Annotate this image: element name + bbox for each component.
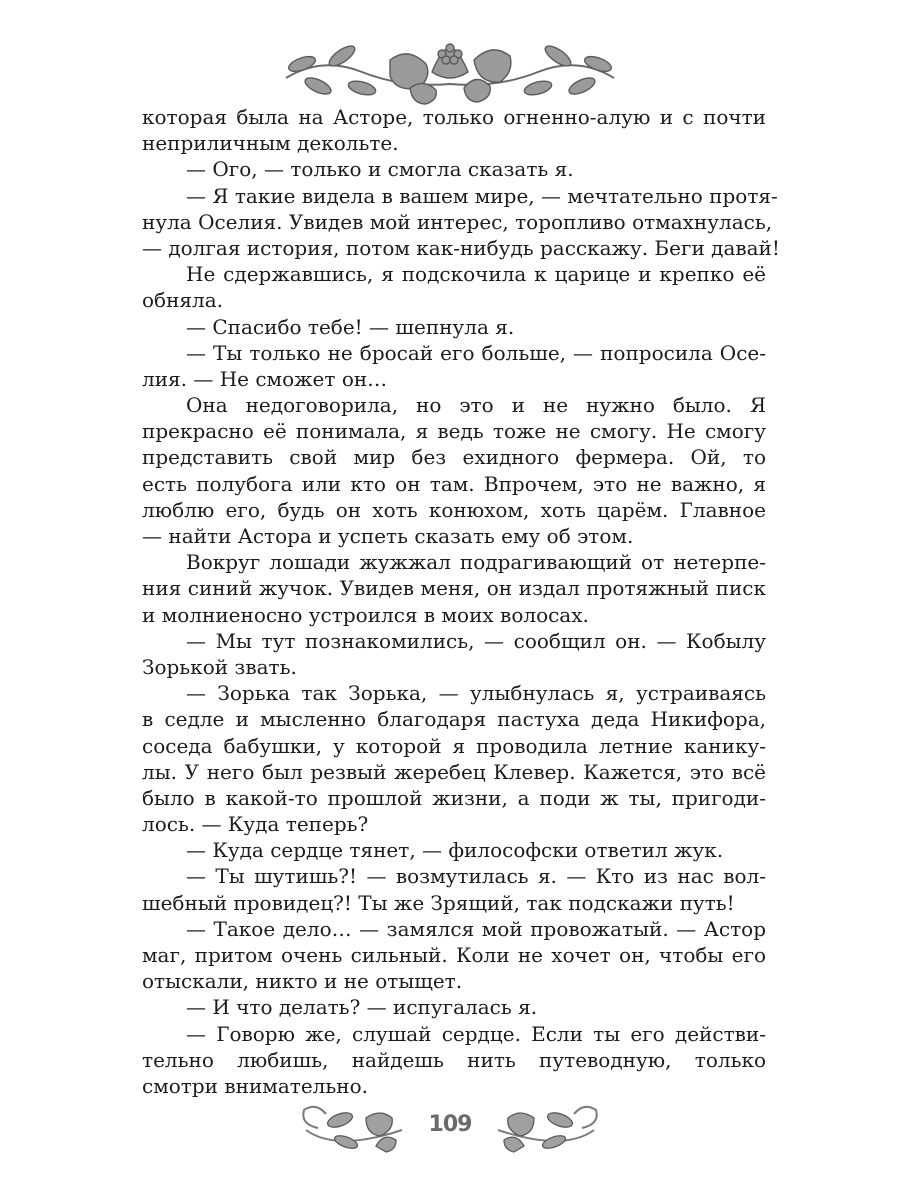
text-line: обняла. [142, 288, 224, 313]
text-line: нула Оселия. Увидев мой интерес, торопливо отмахнулась, [142, 209, 773, 234]
text-line: шебный провидец?! Ты же Зрящий, так подскажи путь! [142, 890, 735, 915]
text-line: есть полубога или кто он там. Впрочем, это не важно, я [142, 471, 766, 496]
text-line: было в какой-то прошлой жизни, а поди ж ты, пригоди- [142, 785, 766, 810]
text-line: — долгая история, потом как-нибудь расскажу. Беги давай! [142, 235, 780, 260]
text-line: которая была на Асторе, только огненно-алую и с почти [142, 105, 766, 129]
text-line: — Зорька так Зорька, — улыбнулась я, устраиваясь [186, 681, 766, 706]
text-line: — Мы тут познакомились, — сообщил он. — Кобылу [186, 628, 766, 653]
text-line: — Спасибо тебе! — шепнула я. [186, 314, 515, 339]
page-number: 109 [428, 1111, 472, 1137]
text-line: и молниеносно устроился в моих волосах. [142, 602, 589, 627]
text-line: лы. У него был резвый жеребец Клевер. Кажется, это всё [142, 759, 766, 784]
text-line: лось. — Куда теперь? [142, 812, 369, 837]
text-line: — Ого, — только и смогла сказать я. [186, 157, 574, 182]
text-line: ния синий жучок. Увидев меня, он издал протяжный писк [142, 576, 766, 601]
text-line: — найти Астора и успеть сказать ему об этом. [142, 524, 634, 548]
leaf-ornament-top [282, 38, 618, 108]
text-line: — Я такие видела в вашем мире, — мечтательно протя- [186, 183, 778, 208]
text-line: соседа бабушки, у которой я проводила летние канику- [142, 733, 766, 758]
text-line: — И что делать? — испугалась я. [186, 995, 538, 1020]
text-line: — Ты только не бросай его больше, — попросила Осе- [186, 340, 766, 365]
text-line: смотри внимательно. [142, 1073, 368, 1098]
text-line: неприличным декольте. [142, 131, 399, 156]
text-line: представить свой мир без ехидного фермера. Ой, то [142, 445, 766, 470]
text-line: в седле и мысленно благодаря пастуха деда Никифора, [142, 707, 766, 732]
text-line: лия. — Не сможет он… [142, 366, 388, 391]
text-line: — Ты шутишь?! — возмутилась я. — Кто из нас вол- [186, 864, 766, 889]
text-line: маг, притом очень сильный. Коли не хочет он, чтобы его [142, 943, 766, 967]
text-line: — Говорю же, слушай сердце. Если ты его действи- [186, 1021, 766, 1046]
text-line: прекрасно её понимала, я ведь тоже не смогу. Не смогу [142, 419, 766, 444]
text-line: Вокруг лошади жужжал подрагивающий от нетерпе- [186, 550, 766, 575]
text-line: — Такое дело… — замялся мой провожатый. — Астор [186, 916, 766, 941]
text-line: люблю его, будь он хоть конюхом, хоть царём. Главное [142, 497, 766, 522]
text-line: отыскали, никто и не отыщет. [142, 969, 463, 994]
text-line: Не сдержавшись, я подскочила к царице и крепко её [186, 262, 766, 287]
text-line: тельно любишь, найдешь нить путеводную, только [142, 1047, 766, 1072]
text-line: Она недоговорила, но это и не нужно было. Я [186, 393, 766, 418]
text-line: — Куда сердце тянет, — философски ответил жук. [186, 838, 724, 863]
text-line: Зорькой звать. [142, 654, 297, 679]
body-text [142, 104, 780, 1099]
